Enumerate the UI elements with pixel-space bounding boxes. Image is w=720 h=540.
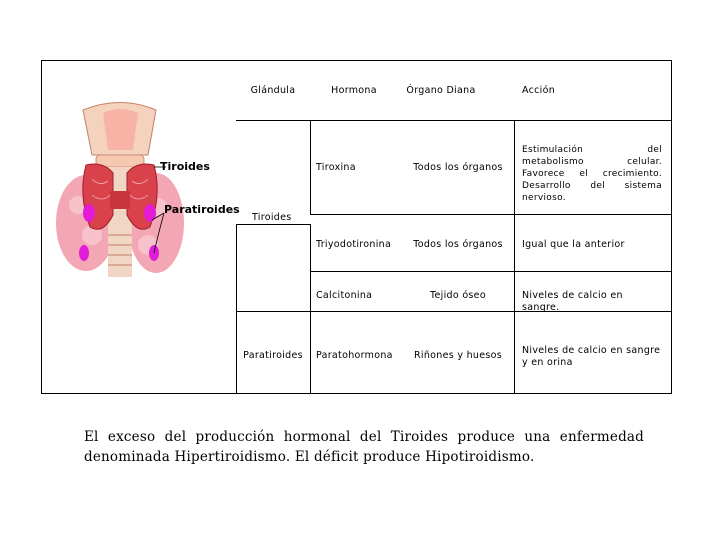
divider: [310, 224, 311, 394]
row-hormone: Paratohormona: [316, 350, 393, 361]
footer-note: El exceso del producción hormonal del Tiroides produce una enfermedad denominada Hipertiroidismo. El déficit produce Hipotiroidismo.: [84, 429, 644, 465]
group-parathyroid: Paratiroides: [243, 350, 303, 361]
row-hormone: Calcitonina: [316, 290, 373, 301]
row-target: Todos los órganos: [413, 239, 503, 250]
row-target: Riñones y huesos: [414, 350, 502, 361]
divider: [310, 120, 311, 215]
divider: [514, 120, 515, 394]
row-hormone: Triyodotironina: [316, 239, 392, 250]
divider: [310, 271, 672, 272]
header-target: Órgano Diana: [406, 85, 476, 96]
divider: [236, 224, 310, 225]
divider: [310, 214, 672, 215]
divider: [236, 311, 310, 312]
header-hormone: Hormona: [331, 85, 377, 96]
row-target: Tejido óseo: [430, 290, 486, 301]
divider: [236, 120, 672, 121]
header-action: Acción: [522, 85, 556, 96]
row-action: Igual que la anterior: [522, 239, 625, 250]
row-action: Estimulación del metabolismo celular. Favorece el crecimiento. Desarrollo del sistema nervioso.: [522, 145, 662, 203]
label-thyroid: Tiroides: [160, 160, 210, 173]
row-action: Niveles de calcio en sangre y en orina: [522, 345, 661, 368]
row-target: Todos los órganos: [413, 162, 503, 173]
header-gland: Glándula: [250, 85, 296, 96]
row-action: Niveles de calcio en sangre.: [522, 290, 623, 313]
divider: [236, 224, 237, 394]
row-hormone: Tiroxina: [316, 162, 356, 173]
group-thyroid: Tiroides: [252, 212, 292, 223]
label-parathyroid: Paratiroides: [164, 203, 240, 216]
thyroid-illustration: [48, 95, 233, 290]
